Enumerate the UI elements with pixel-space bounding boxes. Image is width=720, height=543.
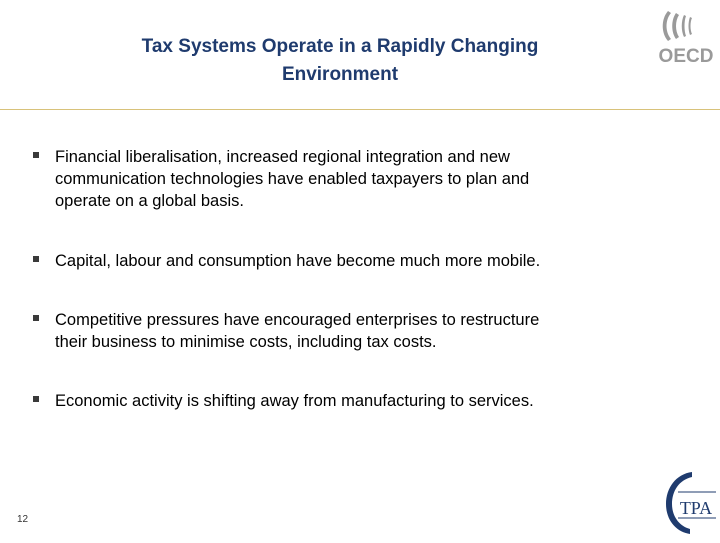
slide-title-line-2: Environment: [281, 64, 399, 85]
bullet-item: [33, 390, 534, 412]
bullet-line: operate on a global basis.: [55, 192, 244, 210]
ctpa-logo: [662, 468, 718, 538]
bullet-line: Capital, labour and consumption have become much more mobile.: [55, 252, 541, 270]
slide-title: [60, 33, 620, 89]
bullet-line: communication technologies have enabled taxpayers to plan and: [55, 170, 530, 188]
oecd-logo-text: OECD: [658, 46, 714, 65]
bullet-line: their business to minimise costs, including tax costs.: [55, 333, 437, 351]
square-bullet-icon: [33, 315, 39, 321]
page-number: 12: [17, 514, 29, 525]
square-bullet-icon: [33, 152, 39, 158]
bullet-item: [33, 146, 529, 212]
slide-title-line-1: Tax Systems Operate in a Rapidly Changing: [141, 36, 539, 57]
square-bullet-icon: [33, 396, 39, 402]
bullet-item: [33, 250, 540, 272]
oecd-logo: [655, 5, 717, 65]
square-bullet-icon: [33, 256, 39, 262]
bullet-line: Competitive pressures have encouraged enterprises to restructure: [55, 311, 540, 329]
bullet-item: [33, 309, 539, 353]
bullet-line: Financial liberalisation, increased regional integration and new: [55, 148, 510, 166]
bullet-line: Economic activity is shifting away from manufacturing to services.: [55, 392, 534, 410]
ctpa-logo-text: TPA: [679, 498, 713, 518]
title-divider: [0, 109, 720, 110]
